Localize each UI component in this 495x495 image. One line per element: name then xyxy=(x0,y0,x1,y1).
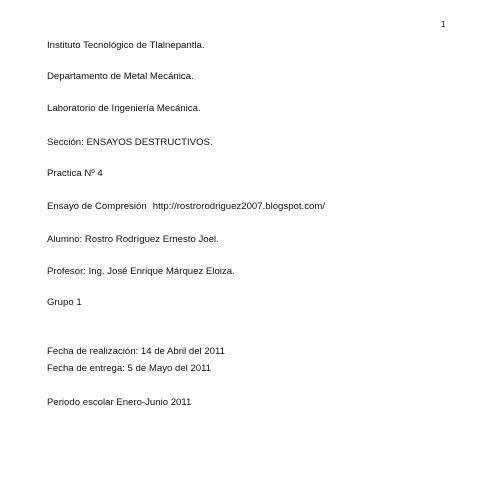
page-number: 1 xyxy=(441,20,446,29)
professor-line: Profesor: Ing. José Enrique Márquez Eloiza. xyxy=(47,266,235,277)
period-line: Periodo escolar Enero-Junio 2011 xyxy=(47,397,192,408)
student-line: Alumno: Rostro Rodríguez Ernesto Joel. xyxy=(47,234,219,245)
date-done-line: Fecha de realización: 14 de Abril del 2011 xyxy=(47,346,225,357)
practice-line: Practica Nº 4 xyxy=(47,168,103,179)
institute-line: Instituto Tecnológico de Tlalnepantla. xyxy=(47,40,205,51)
section-line: Sección: ENSAYOS DESTRUCTIVOS. xyxy=(47,137,213,148)
blog-url: http://rostrorodriguez2007.blogspot.com/ xyxy=(152,201,325,212)
test-line xyxy=(47,201,325,213)
group-line: Grupo 1 xyxy=(47,297,82,308)
department-line: Departamento de Metal Mecánica. xyxy=(47,71,194,82)
date-due-line: Fecha de entrega: 5 de Mayo del 2011 xyxy=(47,363,212,374)
test-label: Ensayo de Compresión xyxy=(47,201,147,212)
laboratory-line: Laboratorio de Ingeniería Mecánica. xyxy=(47,103,201,114)
